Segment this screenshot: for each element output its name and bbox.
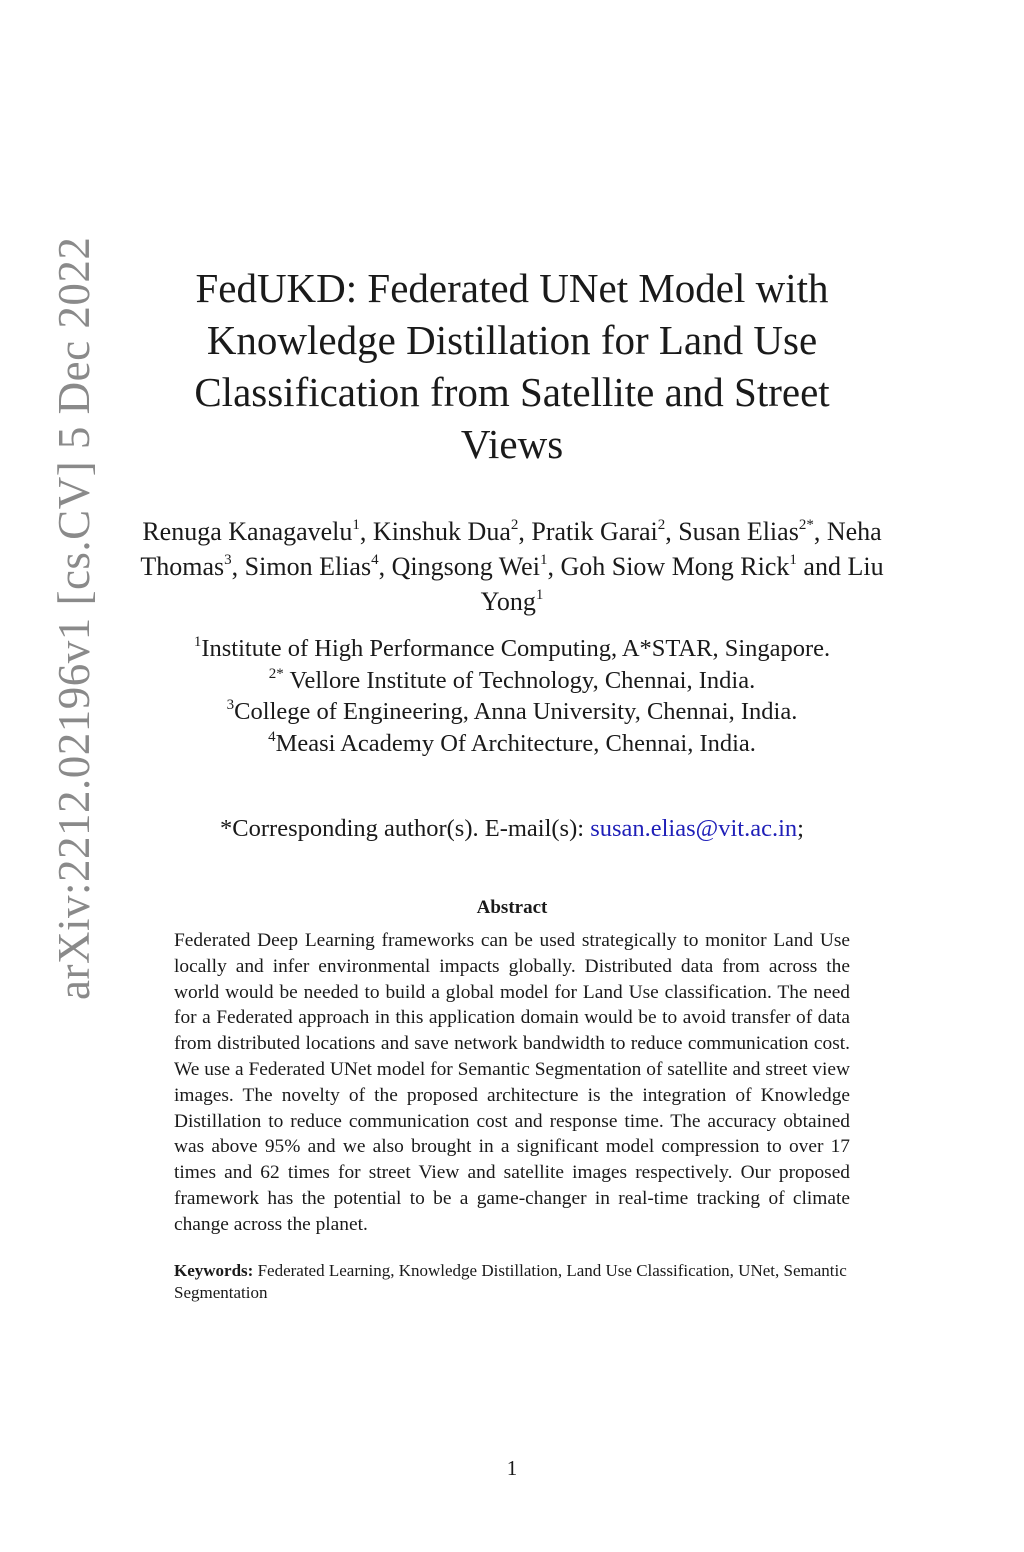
affiliation-list <box>140 633 884 759</box>
title-line: Knowledge Distillation for Land Use <box>206 317 818 363</box>
author-affiliation-mark: 1 <box>352 517 360 533</box>
affiliation-text: Institute of High Performance Computing, A*STAR, Singapore. <box>201 635 831 662</box>
affiliation-item <box>140 665 884 697</box>
affiliation-item <box>140 728 884 760</box>
affiliation-text: Vellore Institute of Technology, Chennai, India. <box>283 666 756 694</box>
paper-front-matter <box>140 262 884 1304</box>
affiliation-item <box>140 696 884 728</box>
author-affiliation-mark: 1 <box>539 552 548 568</box>
keywords-text: Federated Learning, Knowledge Distillation, Land Use Classification, UNet, Semantic Segmentation <box>174 1260 847 1302</box>
author-affiliation-mark: 4 <box>371 552 379 568</box>
corresponding-email-link[interactable]: susan.elias@vit.ac.in <box>590 815 798 842</box>
corresponding-author-line <box>140 813 884 844</box>
abstract-section <box>174 896 850 1304</box>
abstract-heading: Abstract <box>476 897 548 918</box>
arxiv-identifier: arXiv:2212.02196v1 [cs.CV] 5 Dec 2022 <box>49 236 99 1000</box>
author-affiliation-mark: 1 <box>535 587 544 603</box>
author-list <box>140 514 884 619</box>
affiliation-text: College of Engineering, Anna University, Chennai, India. <box>234 698 798 725</box>
author-affiliation-mark: 2* <box>798 517 814 533</box>
author-separator: , <box>518 517 532 546</box>
title-line: FedUKD: Federated UNet Model with <box>195 265 829 311</box>
affiliation-mark: 4 <box>268 728 276 745</box>
author-separator: and <box>796 552 848 581</box>
corresponding-suffix: ; <box>797 815 804 842</box>
author-separator: , <box>813 517 827 546</box>
keywords <box>174 1260 850 1304</box>
author-separator: , <box>231 552 245 581</box>
author-separator: , <box>547 552 561 581</box>
author-name: Kinshuk Dua <box>372 517 511 546</box>
author-affiliation-mark: 1 <box>789 552 797 568</box>
affiliation-text: Measi Academy Of Architecture, Chennai, India. <box>275 729 756 757</box>
author-affiliation-mark: 2 <box>510 517 519 533</box>
author-name: Simon Elias <box>244 552 372 581</box>
affiliation-mark: 3 <box>226 697 235 713</box>
paper-title <box>140 262 884 470</box>
affiliation-item <box>140 633 884 665</box>
author-separator: , <box>665 517 679 546</box>
abstract-body: Federated Deep Learning frameworks can be used strategically to monitor Land Use locally and infer environmental impacts globally. Distributed data from across the world would be needed to build a global model for Land Use classification. The need for a Federated approach in this application domain would be to avoid transfer of data from distributed locations and save network bandwidth to reduce communication cost. We use a Federated UNet model for Semantic Segmentation of satellite and street view images. The novelty of the proposed architecture is the integration of Knowledge Distillation to reduce communication cost and response time. The accuracy obtained was above 95% and we also brought in a significant model compression to over 17 times and 62 times for street View and satellite images respectively. Our proposed framework has the potential to be a game-changer in real-time tracking of climate change across the planet. <box>174 930 850 1235</box>
author-affiliation-mark: 2 <box>657 517 666 533</box>
author-separator: , <box>378 552 392 581</box>
corresponding-label: *Corresponding author(s). E-mail(s): <box>220 815 591 842</box>
author-name: Qingsong Wei <box>391 552 540 581</box>
page-number: 1 <box>506 1456 518 1480</box>
author-name: Liu Yong <box>480 552 884 616</box>
author-name: Goh Siow Mong Rick <box>560 552 790 581</box>
keywords-label: Keywords: <box>174 1260 254 1280</box>
author-affiliation-mark: 3 <box>224 552 232 568</box>
author-name: Renuga Kanagavelu <box>142 517 353 546</box>
author-name: Neha Thomas <box>140 517 882 581</box>
author-separator: , <box>359 517 373 546</box>
author-name: Pratik Garai <box>531 517 658 546</box>
affiliation-mark: 1 <box>193 634 202 650</box>
author-name: Susan Elias <box>678 517 799 546</box>
title-line: Classification from Satellite and Street Views <box>194 369 830 467</box>
affiliation-mark: 2* <box>268 665 284 682</box>
